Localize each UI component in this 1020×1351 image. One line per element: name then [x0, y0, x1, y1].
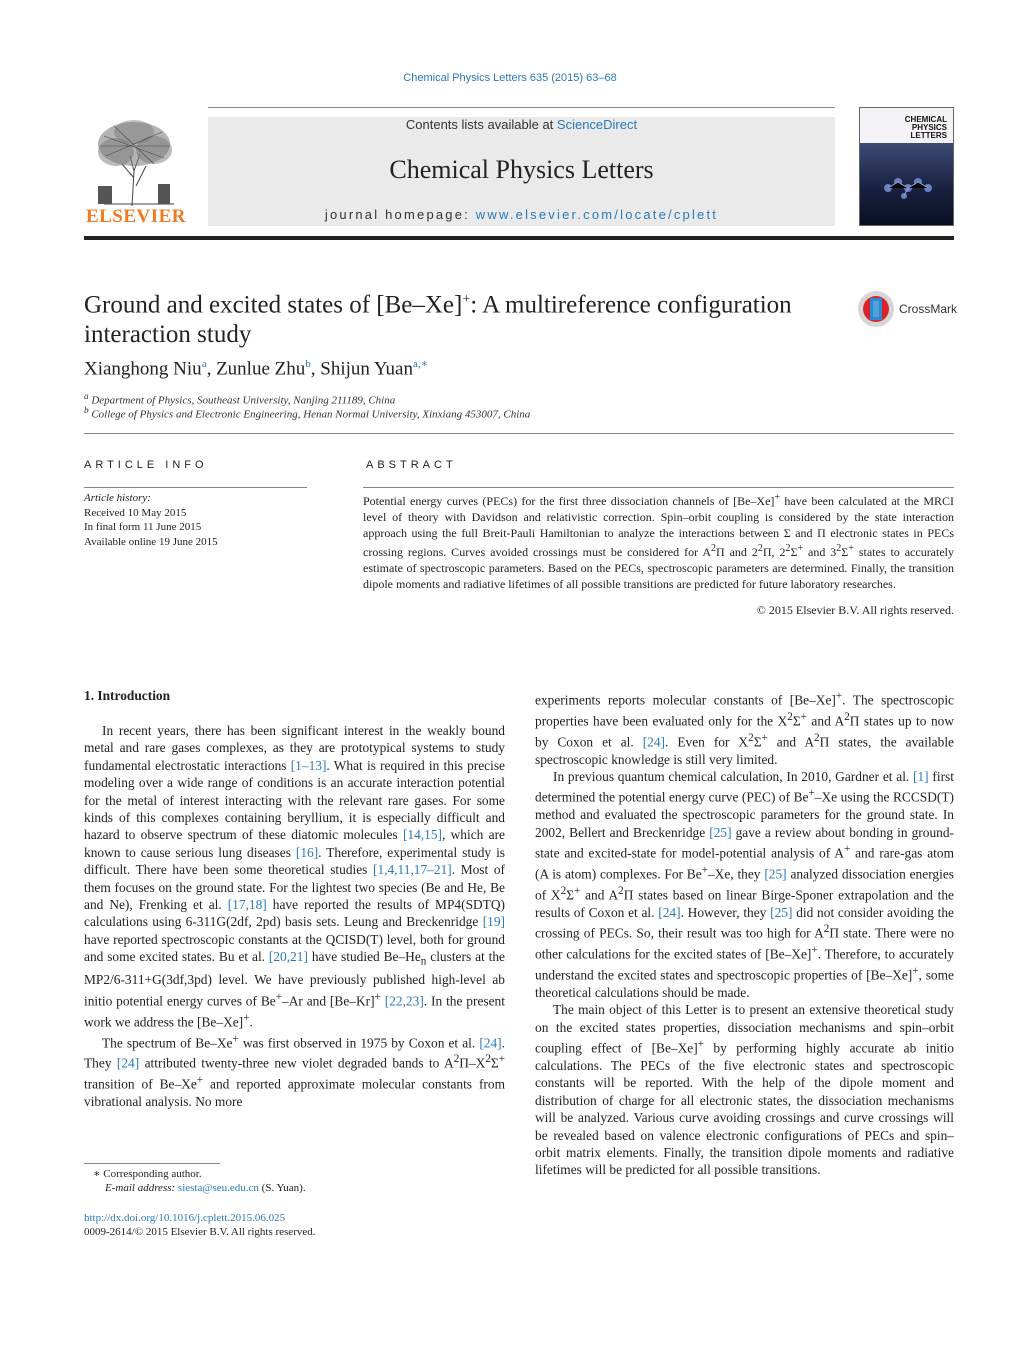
cover-title-line: PHYSICS: [911, 123, 947, 132]
history-label: Article history:: [84, 492, 151, 504]
homepage-prefix: journal homepage:: [324, 207, 476, 222]
cover-title: [867, 116, 947, 140]
email-label: E-mail address:: [105, 1182, 176, 1194]
article-title: [84, 285, 844, 350]
crossmark-badge[interactable]: [857, 290, 957, 330]
article-info-heading: ARTICLE INFO: [84, 459, 208, 471]
online-date: Available online 19 June 2015: [84, 535, 218, 548]
affiliation: [84, 405, 530, 421]
body-paragraph: The main object of this Letter is to present an extensive theoretical study on the excited states properties, dissociation mechanisms and spin–orbit coupling effect of [Be–Xe]+ by performing highly accurate ab initio calculations. The PECs of the five electronic states and spectroscopic constants will be reported. With the help of the dipole moment and distribution of charge for all electronic states, the dissociation mechanisms will be analyzed. Various curve avoiding crossings and curve crossings will be revealed based on valence electronic configurations of PECs and spin–orbit matrix elements. Finally, the transition dipole moments and radiative lifetimes will be predicted for all possible transitions.: [535, 1002, 954, 1178]
article-info-divider: [84, 487, 307, 488]
cover-title-line: LETTERS: [910, 131, 947, 140]
sciencedirect-link[interactable]: ScienceDirect: [556, 117, 638, 132]
author-list: Xianghong Niu$^a$, Zunlue Zhu$^b$, Shijun Yuan$^{a,∗}$: [84, 358, 429, 380]
author-affil-link[interactable]: b: [305, 358, 311, 370]
affiliation-marker: b: [84, 405, 89, 415]
introduction-heading: 1. Introduction: [84, 688, 171, 703]
author-name: Zunlue Zhu: [216, 358, 306, 380]
crossmark-label: CrossMark: [899, 302, 958, 316]
issn-line: 0009-2614/© 2015 Elsevier B.V. All rights reserved.: [84, 1226, 316, 1238]
journal-title: Chemical Physics Letters: [389, 155, 654, 184]
email-footnote: [105, 1182, 306, 1194]
homepage-line: [208, 207, 835, 222]
body-column-left: [84, 722, 505, 1111]
author-name: Xianghong Niu: [84, 358, 202, 380]
body-paragraph: experiments reports molecular constants of [Be–Xe]+. The spectroscopic properties have been evaluated only for the $X^2\Sigma^+$ and $A^2\Pi$ states up to now by Coxon et al. [24]. Even for $X^2\Sigma^+$ and $A^2\Pi$ states, the available spectroscopic knowledge is still very limited.: [535, 690, 955, 767]
corresponding-author-note: ∗ Corresponding author.: [93, 1168, 202, 1180]
affiliation-marker: a: [84, 391, 89, 401]
journal-masthead: [208, 117, 835, 226]
author-affil-link[interactable]: a,∗: [412, 358, 429, 370]
top-divider: [208, 107, 835, 108]
affiliation-text: Department of Physics, Southeast University, Nanjing 211189, China: [91, 394, 396, 407]
final-form-date: In final form 11 June 2015: [84, 521, 202, 533]
contents-prefix: Contents lists available at: [405, 117, 557, 132]
abstract-heading: ABSTRACT: [366, 459, 457, 471]
article-history: [84, 491, 314, 549]
journal-homepage-link[interactable]: www.elsevier.com/locate/cplett: [475, 207, 719, 222]
header-thick-divider: [84, 236, 954, 240]
body-column-right: [535, 688, 954, 1179]
author-affil-link[interactable]: a: [201, 358, 207, 370]
affiliation-divider: [84, 433, 954, 434]
abstract-text: Potential energy curves (PECs) for the first three dissociation channels of [Be–Xe]+ have been calculated at the MRCI level of theory with Davidson and relativistic correction. Spin–orbit coupling is considered by the state interaction approach using the full Breit-Pauli Hamiltonian to analyze the interactions between Σ and Π electronic states in PECs crossing regions. Curves avoided crossings must be considered for $A^2\Pi$ and $2^2\Pi$, $2^2\Sigma^+$ and $3^2\Sigma^+$ states to accurately estimate of spectroscopic parameters. Based on the PECs, spectroscopic parameters are determined. Finally, the transition dipole moments and radiative lifetimes of all possible transitions are predicted for future laboratory researches.: [363, 492, 955, 591]
body-paragraph: In previous quantum chemical calculation, In 2010, Gardner et al. [1] first determined the potential energy curve (PEC) of Be+–Xe using the RCCSD(T) method and evaluated the spectroscopic parameters for the ground state. In 2002, Bellert and Breckenridge [25] gave a review about bonding in ground-state and excited-state for model-potential analysis of A+ and rare-gas atom (A is atom) complexes. For Be+–Xe, they [25] analyzed dissociation energies of $X^2\Sigma^+$ and $A^2\Pi$ states based on linear Birge-Sponer extrapolation and the results of Coxon et al. [24]. However, they [25] did not consider avoiding the crossing of PECs. So, their result was too high for $A^2\Pi$ state. There were no other calculations for the excited states of [Be–Xe]+. Therefore, to accurately understand the excited states and spectroscopic properties of [Be–Xe]+, some theoretical calculations should be made.: [535, 769, 954, 1000]
journal-cover[interactable]: [859, 107, 954, 226]
abstract-divider: [363, 487, 954, 488]
elsevier-wordmark: ELSEVIER: [85, 206, 187, 227]
author-name: Shijun Yuan: [320, 358, 413, 380]
journal-reference[interactable]: Chemical Physics Letters 635 (2015) 63–68: [403, 72, 617, 84]
affiliation-text: College of Physics and Electronic Engineering, Henan Normal University, Xinxiang 453007, China: [91, 408, 531, 421]
received-date: Received 10 May 2015: [84, 506, 187, 519]
cover-molecule-icon: [880, 170, 940, 202]
crossmark-icon: [857, 290, 895, 328]
cover-title-line: CHEMICAL: [904, 115, 947, 124]
contents-line: [208, 117, 835, 133]
title-superscript: +: [462, 292, 471, 307]
title-part: Ground and excited states of [Be–Xe]: [84, 291, 463, 319]
body-paragraph: The spectrum of Be–Xe+ was first observed in 1975 by Coxon et al. [24]. They [24] attributed twenty-three new violet degraded bands to $A^2\Pi-X^2\Sigma^+$ transition of Be–Xe+ and reported approximate molecular constants from vibrational analysis. No more: [84, 1032, 505, 1110]
tree-icon: [84, 116, 188, 208]
title-part: : A multireference configuration interaction study: [84, 291, 792, 349]
doi-link[interactable]: http://dx.doi.org/10.1016/j.cplett.2015.06.025: [84, 1212, 286, 1224]
footnote-divider: [84, 1163, 220, 1164]
elsevier-logo: [84, 116, 188, 228]
email-link[interactable]: siesta@seu.edu.cn: [177, 1182, 259, 1194]
abstract-copyright: © 2015 Elsevier B.V. All rights reserved.: [756, 603, 954, 617]
email-suffix: (S. Yuan).: [258, 1182, 306, 1194]
body-paragraph: In recent years, there has been significant interest in the weakly bound metal and rare gases complexes, as they are prototypical systems to study fundamental electrostatic interactions [1–13]. What is required in this precise modeling over a wide range of conditions is an accurate interaction potential for the metal of interest interacting with the relevant rare gases. For some kinds of this complexes containing beryllium, it is especially difficult and hazard to observe spectrum of these diatomic molecules [14,15], which are known to cause serious lung diseases [16]. Therefore, experimental study is difficult. There have been some theoretical studies [1,4,11,17–21]. Most of them focuses on the ground state. For the lightest two species (Be and He, Be and Ne), Frenking et al. [17,18] have reported the results of MP4(SDTQ) calculations using 6-311G(2df, 2pd) basis sets. Leung and Breckenridge [19] have reported spectroscopic constants at the QCISD(T) level, both for ground and some excited states. Bu et al. [20,21] have studied $Be-He_n$ clusters at the MP2/6-311+G(3df,3pd) level. We have previously published high-level ab initio potential energy curves of Be+–Ar and [Be–Kr]+ [22,23]. In the present work we address the [Be–Xe]+.: [84, 723, 506, 1030]
